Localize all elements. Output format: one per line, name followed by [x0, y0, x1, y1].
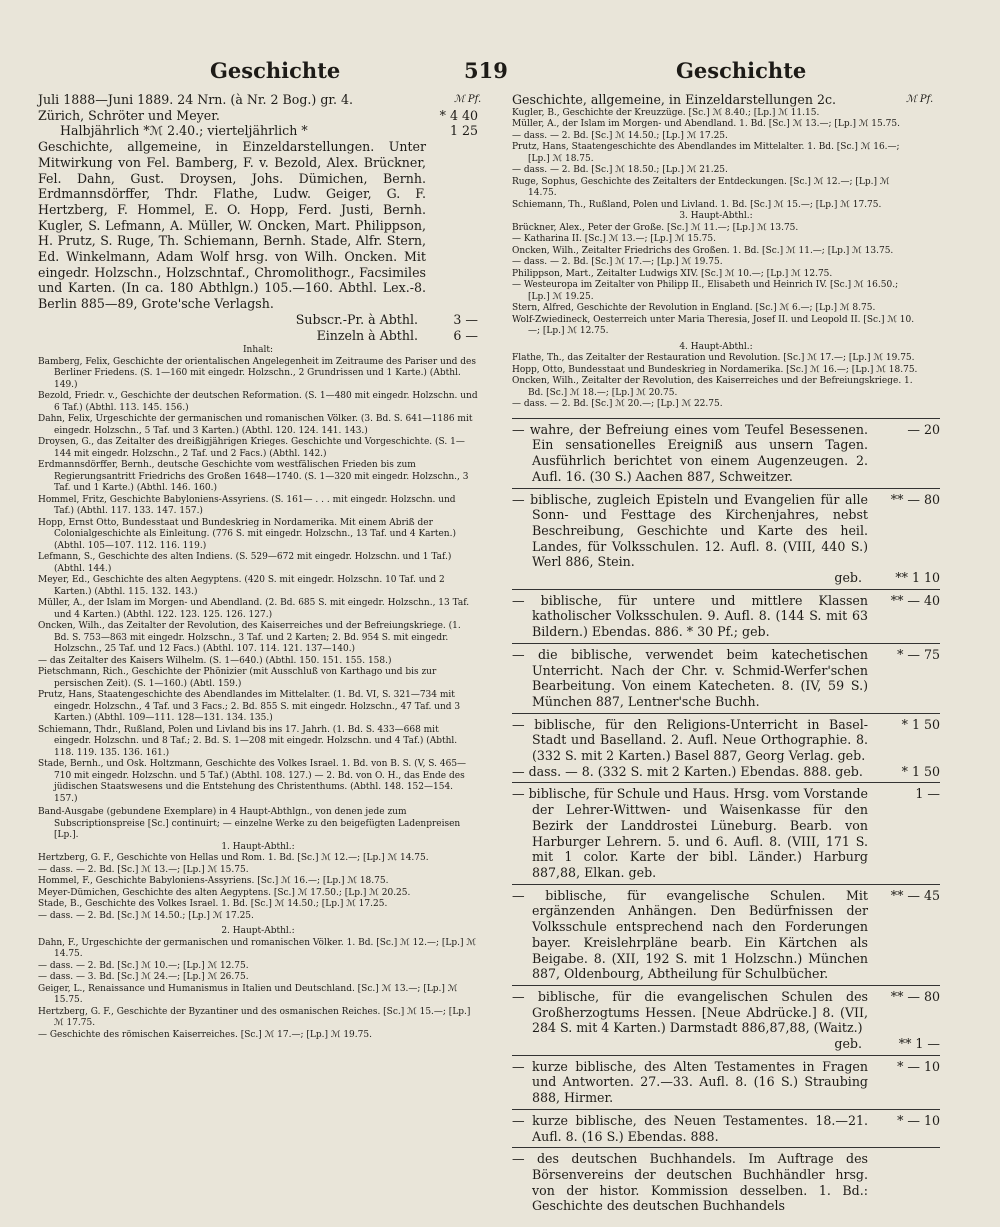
- section-item: — dass. — 2. Bd. [Sc.] ℳ 20.—; [Lp.] ℳ 22.75.: [512, 399, 723, 410]
- entry-price: 3 —: [453, 311, 478, 327]
- spacer: [38, 1041, 478, 1045]
- entry-text: — wahre, der Befreiung eines vom Teufel Besessenen. Ein sensationelles Ereigniß aus unsern Tagen. Ausführlich berichtet von einem Augenzeugen. 2. Aufl. 16. (30 S.) Aachen 887, Schweitzer.: [512, 421, 868, 484]
- catalog-entry: [512, 1055, 940, 1106]
- entry-text: — biblische, für die evangelischen Schulen des Großherzogtums Hessen. [Neue Abdrücke.] 8. (VII, 284 S. mit 4 Karten.) Darmstadt 886,87,88, (Waitz.): [512, 988, 868, 1036]
- section-item: Dahn, F., Urgeschichte der germanischen und romanischen Völker. 1. Bd. [Sc.] ℳ 12.—; [Lp.] ℳ 14.75.: [38, 937, 476, 960]
- entry-line: [512, 422, 940, 485]
- inhalt-item: — das Zeitalter des Kaisers Wilhelm. (S. 1—640.) (Abthl. 150. 151. 155. 158.): [38, 655, 392, 666]
- entry-price: * — 10: [897, 1112, 940, 1128]
- inhalt-item: Hommel, Fritz, Geschichte Babyloniens-Assyriens. (S. 161— . . . mit eingedr. Holzschn. und Taf.) (Abthl. 117. 133. 147. 157.): [38, 494, 456, 517]
- right-price-mark: ℳ Pf.: [906, 94, 934, 105]
- entry-separator: [512, 884, 940, 885]
- entry-price: * — 10: [897, 1058, 940, 1074]
- section-item: Stade, B., Geschichte des Volkes Israel. 1. Bd. [Sc.] ℳ 14.50.; [Lp.] ℳ 17.25.: [38, 899, 388, 910]
- subscription-prices: [38, 312, 478, 343]
- section-item: Stern, Alfred, Geschichte der Revolution in England. [Sc.] ℳ 6.—; [Lp.] ℳ 8.75.: [512, 303, 876, 314]
- cont-item: Ruge, Sophus, Geschichte des Zeitalters der Entdeckungen. [Sc.] ℳ 12.—; [Lp.] ℳ 14.75.: [512, 176, 890, 199]
- inhalt-item: Bamberg, Felix, Geschichte der orientalischen Angelegenheit im Zeitraume des Pariser und des Berliner Friedens. (S. 1—160 mit eingedr. Holzschn., 2 Grundrissen und 1 Karte.) (Abthl. 149.): [38, 356, 476, 390]
- entry-price: 6 —: [453, 327, 478, 343]
- entry-separator: [512, 418, 940, 419]
- catalog-entry: [512, 985, 940, 1052]
- inhalt-item: Oncken, Wilh., das Zeitalter der Revolution, des Kaiserreiches und der Befreiungskriege. (1. Bd. S. 753—863 mit eingedr. Holzschn., 3 Taf. und 2 Karten; 2. Bd. 954 S. mit eingedr. Holzschn., 25 Taf. und 12 Facs.) (Abthl. 107. 114. 121. 137—140.): [38, 621, 461, 655]
- section-item: Geiger, L., Renaissance und Humanismus in Italien und Deutschland. [Sc.] ℳ 13.—; [Lp.] ℳ 15.75.: [38, 983, 458, 1006]
- entry-price: 1 —: [915, 786, 940, 802]
- section-title: 2. Haupt-Abthl.:: [221, 926, 295, 937]
- entry-price: * 1 50: [901, 763, 940, 779]
- section-item: — dass. — 2. Bd. [Sc.] ℳ 13.—; [Lp.] ℳ 15.75.: [38, 864, 249, 875]
- section-item: Flathe, Th., das Zeitalter der Restauration und Revolution. [Sc.] ℳ 17.—; [Lp.] ℳ 19.75.: [512, 353, 915, 364]
- inhalt-label: Inhalt:: [242, 345, 274, 356]
- section-item: Oncken, Wilh., Zeitalter Friedrichs des Großen. 1. Bd. [Sc.] ℳ 11.—; [Lp.] ℳ 13.75.: [512, 245, 894, 256]
- catalog-entry: [512, 1147, 940, 1214]
- entry-separator: [512, 985, 940, 986]
- left-column: [38, 92, 478, 1045]
- entry-text: Juli 1888—Juni 1889. 24 Nrn. (à Nr. 2 Bog.) gr. 4.: [38, 92, 354, 107]
- entry-separator: [512, 488, 940, 489]
- section-item: Oncken, Wilh., Zeitalter der Revolution, des Kaiserreiches und der Befreiungskriege. 1. Bd. [Sc.] ℳ 18.—; [Lp.] ℳ 20.75.: [512, 376, 913, 398]
- entry-price: * — 75: [897, 646, 940, 662]
- inhalt-item: Droysen, G., das Zeitalter des dreißigjährigen Krieges. Geschichte und Vorgeschichte. (S. 1—144 mit eingedr. Holzschn., 2 Taf. und 2 Facs.) (Abthl. 142.): [38, 437, 465, 459]
- entry-separator: [512, 643, 940, 644]
- entry-price: — 20: [907, 421, 940, 437]
- entry-price: * 1 50: [901, 716, 940, 732]
- inhalt-list: [38, 357, 478, 806]
- cont-item: Schiemann, Th., Rußland, Polen und Livland. 1. Bd. [Sc.] ℳ 15.—; [Lp.] ℳ 17.75.: [512, 199, 882, 210]
- section-title: 1. Haupt-Abthl.:: [221, 841, 295, 852]
- entry-line: [512, 492, 940, 571]
- right-entries: [512, 418, 940, 1214]
- entry-line: [512, 1036, 940, 1052]
- catalog-entry: [512, 418, 940, 485]
- entry-separator: [512, 782, 940, 783]
- entry-price: ** 1 10: [895, 570, 940, 586]
- top-entry: [38, 92, 478, 139]
- inhalt-item: Pietschmann, Rich., Geschichte der Phönizier (mit Ausschluß von Karthago und bis zur persischen Zeit). (S. 1—160.) (Abtl. 159.): [38, 667, 437, 689]
- section-title: 4. Haupt-Abthl.:: [679, 341, 753, 352]
- section-item: Hertzberg, G. F., Geschichte der Byzantiner und des osmanischen Reiches. [Sc.] ℳ 15.—; [Lp.] ℳ 17.75.: [38, 1006, 471, 1029]
- entry-text: — biblische, für untere und mittlere Klassen katholischer Volksschulen. 9. Aufl. 8. (144 S. mit 63 Bildern.) Ebendas. 886. * 30 Pf.; geb.: [512, 592, 868, 640]
- cont-item: Prutz, Hans, Staatengeschichte des Abendlandes im Mittelalter. 1. Bd. [Sc.] ℳ 16.—; [Lp.] ℳ 18.75.: [512, 142, 900, 164]
- entry-line: [512, 593, 940, 640]
- section-item: Hommel, F., Geschichte Babyloniens-Assyriens. [Sc.] ℳ 16.—; [Lp.] ℳ 18.75.: [38, 876, 389, 887]
- left-sections: [38, 842, 478, 1046]
- inhalt-item: Meyer, Ed., Geschichte des alten Aegyptens. (420 S. mit eingedr. Holzschn. 10 Taf. und 2 Karten.) (Abthl. 115. 132. 143.): [38, 575, 445, 597]
- catalog-entry: [512, 488, 940, 586]
- cont-item: Kugler, B., Geschichte der Kreuzzüge. [Sc.] ℳ 8.40.; [Lp.] ℳ 11.15.: [512, 107, 820, 118]
- entry-text: Subscr.-Pr. à Abthl.: [295, 311, 418, 327]
- cont-item: Müller, A., der Islam im Morgen- und Abendland. 1. Bd. [Sc.] ℳ 13.—; [Lp.] ℳ 15.75.: [512, 119, 900, 130]
- cont-heading: Geschichte, allgemeine, in Einzeldarstellungen 2c.: [512, 92, 837, 107]
- page-number: 519: [464, 58, 508, 83]
- right-sections: [512, 211, 940, 415]
- entry-text: — die biblische, verwendet beim katechetischen Unterricht. Nach der Chr. v. Schmid-Werfer'schen Bearbeitung. Von einem Katecheten. 8. (IV, 59 S.) München 887, Lentner'sche Buchh.: [512, 646, 868, 709]
- section-item: — dass. — 2. Bd. [Sc.] ℳ 14.50.; [Lp.] ℳ 17.25.: [38, 910, 254, 921]
- entry-text: — dass. — 8. (332 S. mit 2 Karten.) Ebendas. 888. geb.: [512, 763, 863, 779]
- section-item: Hopp, Otto, Bundesstaat und Bundeskrieg in Nordamerika. [Sc.] ℳ 16.—; [Lp.] ℳ 18.75.: [512, 364, 918, 375]
- catalog-entry: [512, 884, 940, 982]
- section-item: — dass. — 2. Bd. [Sc.] ℳ 17.—; [Lp.] ℳ 19.75.: [512, 257, 723, 268]
- inhalt-item: Dahn, Felix, Urgeschichte der germanischen und romanischen Völker. (3. Bd. S. 641—1186 mit eingedr. Holzschn., 5 Taf. und 3 Karten.) (Abthl. 120. 124. 141. 143.): [38, 414, 473, 436]
- section-item: Philippson, Mart., Zeitalter Ludwigs XIV. [Sc.] ℳ 10.—; [Lp.] ℳ 12.75.: [512, 268, 833, 279]
- catalog-entry: [512, 1109, 940, 1144]
- entry-text: geb.: [834, 570, 862, 586]
- entry-separator: [512, 1109, 940, 1110]
- inhalt-item: Stade, Bernh., und Osk. Holtzmann, Geschichte des Volkes Israel. 1. Bd. von B. S. (V, S. 465—710 mit eingedr. Holzschn. und 5 Taf.) (Abthl. 108. 127.) — 2. Bd. von O. H., das Ende des jüdischen Staatswesens und die Entstehung des Christenthums. (Abthl. 148. 152—154. 157.): [38, 759, 467, 804]
- entry-price: * 4 40: [439, 107, 478, 123]
- section-item: Hertzberg, G. F., Geschichte von Hellas und Rom. 1. Bd. [Sc.] ℳ 12.—; [Lp.] ℳ 14.75.: [38, 853, 429, 864]
- section-item: Wolf-Zwiedineck, Oesterreich unter Maria Theresia, Josef II. und Leopold II. [Sc.] ℳ 10.—; [Lp.] ℳ 12.75.: [512, 314, 915, 337]
- section-item: — dass. — 3. Bd. [Sc.] ℳ 24.—; [Lp.] ℳ 26.75.: [38, 972, 249, 983]
- entry-price: ** — 80: [890, 988, 940, 1004]
- entry-line: [38, 328, 478, 344]
- inhalt-item: Lefmann, S., Geschichte des alten Indiens. (S. 529—672 mit eingedr. Holzschn. und 1 Taf.) (Abthl. 144.): [38, 552, 452, 574]
- entry-price: ** — 45: [890, 887, 940, 903]
- entry-line: [512, 989, 940, 1036]
- section-item: — Katharina II. [Sc.] ℳ 13.—; [Lp.] ℳ 15.75.: [512, 234, 716, 245]
- entry-price: 1 25: [449, 123, 478, 139]
- entry-text: — kurze biblische, des Neuen Testamentes. 18.—21. Aufl. 8. (16 S.) Ebendas. 888.: [512, 1112, 868, 1144]
- entry-line: [512, 1059, 940, 1106]
- section-item: Meyer-Dümichen, Geschichte des alten Aegyptens. [Sc.] ℳ 17.50.; [Lp.] ℳ 20.25.: [38, 887, 411, 898]
- entry-text: — biblische, für evangelische Schulen. Mit ergänzenden Anhängen. Den Bedürfnissen der Volksschule entsprechend nach den Forderungen bayer. Kreislehrpläne bearb. Ein Kärtchen als Beigabe. 8. (XII, 192 S. mit 1 Holzschn.) München 887, Oldenbourg, Abtheilung für Schulbücher.: [512, 887, 868, 982]
- section-item: — dass. — 2. Bd. [Sc.] ℳ 10.—; [Lp.] ℳ 12.75.: [38, 960, 249, 971]
- header-right: Geschichte: [676, 58, 807, 83]
- left-price-mark: ℳ Pf.: [454, 94, 482, 105]
- entry-separator: [512, 589, 940, 590]
- entry-line: [512, 786, 940, 880]
- page-header: [0, 58, 1000, 88]
- entry-text: — biblische, für den Religions-Unterricht in Basel-Stadt und Baselland. 2. Aufl. Neue Orthographie. 8. (332 S. mit 2 Karten.) Basel 887, Georg Verlag. geb.: [512, 716, 868, 764]
- entry-separator: [512, 713, 940, 714]
- cont-list: [512, 108, 940, 212]
- main-entry: Geschichte, allgemeine, in Einzeldarstellungen. Unter Mitwirkung von Fel. Bamberg, F. v. Bezold, Alex. Brückner, Fel. Dahn, Gust. Droysen, Johs. Dümichen, Bernh. Erdmannsdörffer, Thdr. Flathe, Ludw. Geiger, G. F. Hertzberg, F. Hommel, E. O. Hopp, Ferd. Justi, Bernh. Kugler, S. Lefmann, A. Müller, W. Oncken, Mart. Philippson, H. Prutz, S. Ruge, Th. Schiemann, Bernh. Stade, Alfr. Stern, Ed. Winkelmann, Adam Wolf hrsg. von Wilh. Oncken. Mit eingedr. Holzschn., Holzschntaf., Chromolithogr., Facsimiles und Karten. (In ca. 180 Abthlgn.) 105.—160. Abthl. Lex.-8. Berlin 885—89, Grote'sche Verlagsh.: [38, 139, 426, 312]
- entry-line: [38, 312, 478, 328]
- entry-text: Zürich, Schröter und Meyer.: [38, 107, 220, 123]
- entry-separator: [512, 1147, 940, 1148]
- section-item: — Geschichte des römischen Kaiserreiches. [Sc.] ℳ 17.—; [Lp.] ℳ 19.75.: [38, 1029, 372, 1040]
- cont-item: — dass. — 2. Bd. [Sc.] ℳ 18.50.; [Lp.] ℳ 21.25.: [512, 165, 728, 176]
- entry-text: Einzeln à Abthl.: [316, 327, 418, 343]
- entry-line: [512, 647, 940, 710]
- entry-text: Halbjährlich *ℳ 2.40.; vierteljährlich *: [60, 123, 308, 139]
- inhalt-item: Bezold, Friedr. v., Geschichte der deutschen Reformation. (S. 1—480 mit eingedr. Holzschn. und 6 Taf.) (Abthl. 113. 145. 156.): [38, 391, 478, 413]
- entry-line: [38, 123, 478, 139]
- inhalt-item: Hopp, Ernst Otto, Bundesstaat und Bundeskrieg in Nordamerika. Mit einem Abriß der Colonialgeschichte als Einleitung. (776 S. mit eingedr. Holzschn., 13 Taf. und 4 Karten.) (Abthl. 105—107. 112. 116. 119.): [38, 517, 456, 551]
- spacer: [512, 411, 920, 415]
- entry-price: ** — 40: [890, 592, 940, 608]
- catalog-entry: [512, 589, 940, 640]
- entry-text: geb.: [834, 1036, 862, 1052]
- entry-text: — kurze biblische, des Alten Testamentes in Fragen und Antworten. 27.—33. Aufl. 8. (16 S.) Straubing 888, Hirmer.: [512, 1058, 868, 1106]
- catalog-entry: [512, 713, 940, 780]
- entry-separator: [512, 1055, 940, 1056]
- entry-line: [512, 1151, 940, 1214]
- header-left: Geschichte: [210, 58, 341, 83]
- inhalt-item: Schiemann, Thdr., Rußland, Polen und Livland bis ins 17. Jahrh. (1. Bd. S. 433—668 mit eingedr. Holzschn. und 8 Taf.; 2. Bd. S. 1—208 mit eingedr. Holzschn. und 4 Taf.) (Abthl. 118. 119. 135. 136. 161.): [38, 724, 458, 758]
- entry-text: — biblische, zugleich Episteln und Evangelien für alle Sonn- und Festtage des Kirchenjahres, nebst Beschreibung, Geschichte und Karte des heil. Landes, für Volksschulen. 12. Aufl. 8. (VIII, 440 S.) Werl 886, Stein.: [512, 491, 868, 570]
- cont-item: — dass. — 2. Bd. [Sc.] ℳ 14.50.; [Lp.] ℳ 17.25.: [512, 130, 728, 141]
- entry-text: — biblische, für Schule und Haus. Hrsg. vom Vorstande der Lehrer-Wittwen- und Waisenkasse für den Bezirk der Landdrostei Lüneburg. Bearb. von Harburger Lehrern. 5. und 6. Aufl. 8. (VIII, 171 S. mit 1 color. Karte der bibl. Länder.) Harburg 887,88, Elkan. geb.: [512, 786, 868, 880]
- entry-line: [512, 570, 940, 586]
- inhalt-item: Prutz, Hans, Staatengeschichte des Abendlandes im Mittelalter. (1. Bd. VI, S. 321—734 mit eingedr. Holzschn., 4 Taf. und 3 Facs.; 2. Bd. 855 S. mit eingedr. Holzschn., 47 Taf. und 3 Karten.) (Abthl. 109—111. 128—131. 134. 135.): [38, 690, 461, 724]
- catalog-entry: [512, 782, 940, 880]
- section-item: — Westeuropa im Zeitalter von Philipp II., Elisabeth und Heinrich IV. [Sc.] ℳ 16.50.; [Lp.] ℳ 19.25.: [512, 280, 899, 302]
- band-note: Band-Ausgabe (gebundene Exemplare) in 4 Haupt-Abthlgn., von denen jede zum Subscriptionspreise [Sc.] continuirt; — einzelne Werke zu den beigefügten Ladenpreisen [Lp.].: [38, 807, 461, 841]
- entry-line: [38, 92, 478, 108]
- entry-line: [512, 764, 940, 780]
- inhalt-item: Erdmannsdörffer, Bernh., deutsche Geschichte vom westfälischen Frieden bis zum Regierungsantritt Friedrichs des Großen 1648—1740. (S. 1—320 mit eingedr. Holzschn., 3 Taf. und 1 Karte.) (Abthl. 146. 160.): [38, 460, 469, 494]
- entry-line: [512, 717, 940, 764]
- entry-line: [38, 108, 478, 124]
- entry-text: — des deutschen Buchhandels. Im Auftrage des Börsenvereins der deutschen Buchhändler hrsg. von der histor. Kommission desselben. 1. Bd.: Geschichte des deutschen Buchhandels: [512, 1151, 868, 1214]
- entry-line: [512, 1113, 940, 1144]
- inhalt-item: Müller, A., der Islam im Morgen- und Abendland. (2. Bd. 685 S. mit eingedr. Holzschn., 13 Taf. und 4 Karten.) (Abthl. 122. 123. 125. 126. 127.): [38, 598, 470, 620]
- entry-price: ** 1 —: [898, 1036, 940, 1052]
- right-column: [512, 92, 940, 1214]
- entry-price: ** — 80: [890, 491, 940, 507]
- section-item: Brückner, Alex., Peter der Große. [Sc.] ℳ 11.—; [Lp.] ℳ 13.75.: [512, 222, 799, 233]
- entry-line: [512, 888, 940, 982]
- section-title: 3. Haupt-Abthl.:: [679, 211, 753, 222]
- catalog-entry: [512, 643, 940, 710]
